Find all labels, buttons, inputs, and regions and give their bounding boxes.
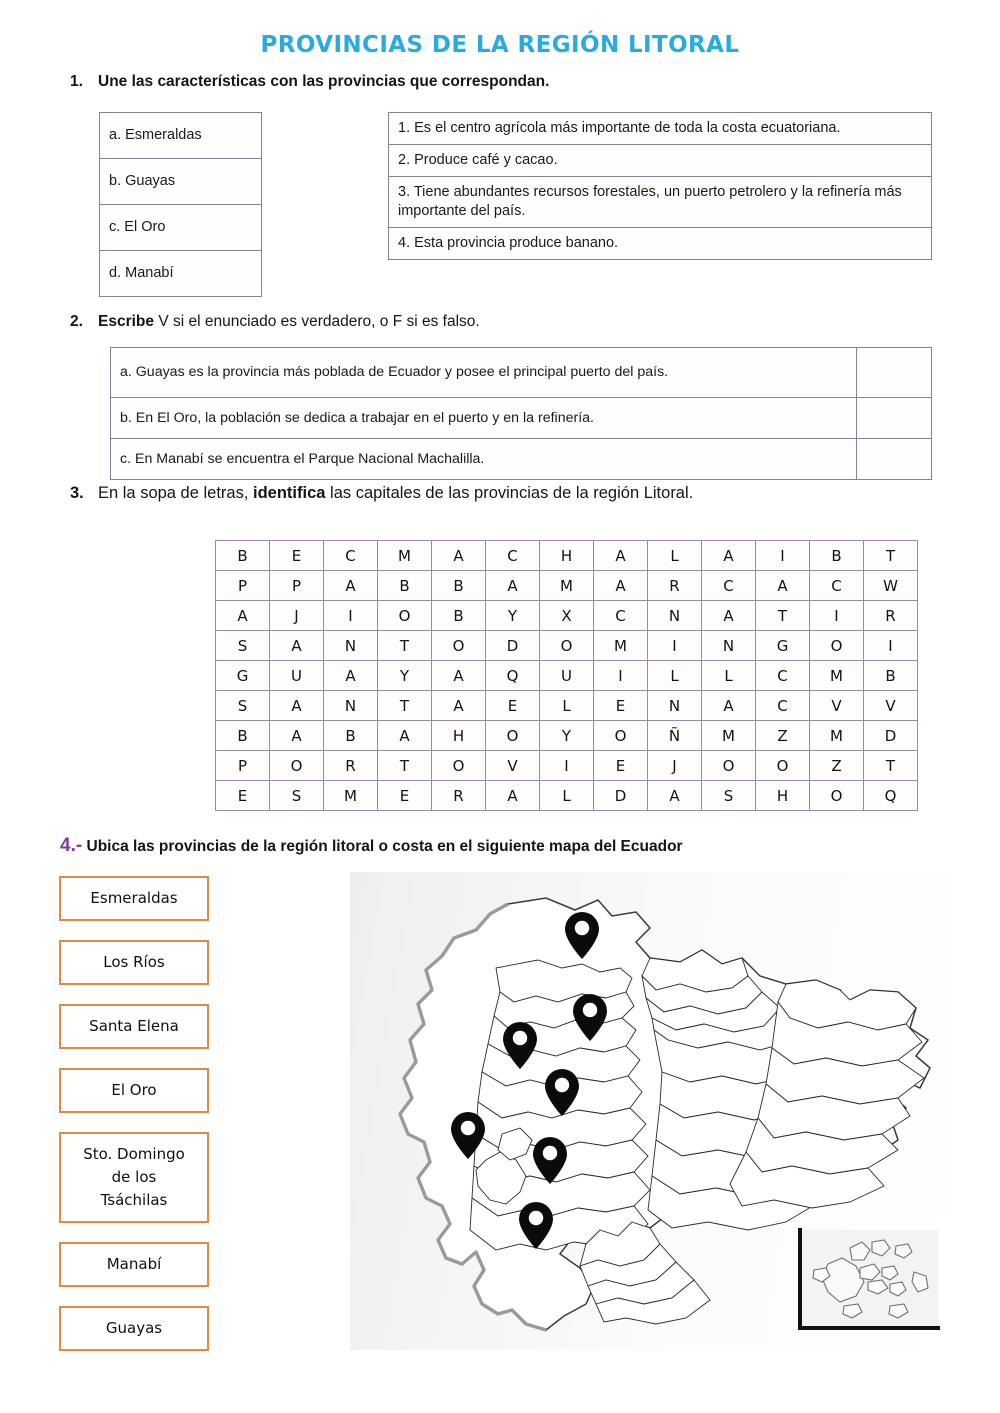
table-row[interactable] (100, 113, 262, 159)
word-search-cell[interactable]: T (378, 691, 432, 721)
word-search-cell[interactable]: A (594, 571, 648, 601)
word-search-cell[interactable]: I (324, 601, 378, 631)
word-search-row (216, 721, 918, 751)
province-label-box[interactable] (59, 940, 209, 985)
word-search-cell[interactable]: T (756, 601, 810, 631)
table-row[interactable] (389, 177, 932, 228)
word-search-cell[interactable]: T (378, 631, 432, 661)
exercise-4-instruction: Ubica las provincias de la región litoral o costa en el siguiente mapa del Ecuador (86, 838, 683, 855)
word-search-cell[interactable]: M (324, 781, 378, 811)
characteristic-1[interactable]: 1. Es el centro agrícola más importante de toda la costa ecuatoriana. (389, 113, 932, 145)
word-search-cell[interactable]: E (486, 691, 540, 721)
word-search-cell[interactable]: A (648, 781, 702, 811)
province-label-box[interactable] (59, 1242, 209, 1287)
word-search-cell[interactable]: I (810, 601, 864, 631)
exercise-3-instruction-part2: las capitales de las provincias de la región Litoral. (325, 484, 694, 502)
word-search-cell[interactable]: T (864, 541, 918, 571)
table-row[interactable] (389, 145, 932, 177)
word-search-cell[interactable]: B (810, 541, 864, 571)
word-search-cell[interactable]: D (594, 781, 648, 811)
word-search-cell[interactable]: Z (810, 751, 864, 781)
word-search-cell[interactable]: C (810, 571, 864, 601)
exercise-2-heading (70, 313, 480, 331)
word-search-cell[interactable]: R (432, 781, 486, 811)
province-label-text: Guayas (105, 1319, 163, 1337)
word-search-cell[interactable]: L (540, 691, 594, 721)
word-search-cell[interactable]: O (702, 751, 756, 781)
word-search-cell[interactable]: Y (540, 721, 594, 751)
word-search-cell[interactable]: G (216, 661, 270, 691)
word-search-cell[interactable]: S (702, 781, 756, 811)
word-search-cell[interactable]: N (324, 691, 378, 721)
exercise-1-characteristics-table (388, 112, 932, 260)
word-search-row (216, 601, 918, 631)
word-search-cell[interactable]: H (540, 541, 594, 571)
word-search-cell[interactable]: N (648, 601, 702, 631)
word-search-cell[interactable]: M (810, 721, 864, 751)
galapagos-inset (800, 1228, 940, 1328)
exercise-1-heading (70, 73, 549, 91)
word-search-cell[interactable]: L (702, 661, 756, 691)
province-label-text: Manabí (106, 1255, 162, 1273)
statement-c: c. En Manabí se encuentra el Parque Nacional Machalilla. (111, 439, 857, 480)
exercise-3-instruction-bold: identifica (253, 484, 326, 502)
exercise-1-provinces-table (99, 112, 262, 297)
characteristic-4[interactable]: 4. Esta provincia produce banano. (389, 228, 932, 260)
province-option-c[interactable]: c. El Oro (100, 205, 262, 251)
word-search-row (216, 661, 918, 691)
word-search-cell[interactable]: O (432, 631, 486, 661)
word-search-cell[interactable]: A (378, 721, 432, 751)
word-search-cell[interactable]: M (378, 541, 432, 571)
word-search-cell[interactable]: C (594, 601, 648, 631)
statement-a: a. Guayas es la provincia más poblada de Ecuador y posee el principal puerto del país. (111, 348, 857, 398)
word-search-cell[interactable]: M (702, 721, 756, 751)
word-search-cell[interactable]: B (216, 721, 270, 751)
province-option-d[interactable]: d. Manabí (100, 251, 262, 297)
word-search-cell[interactable]: D (864, 721, 918, 751)
exercise-2-number: 2. (70, 313, 83, 330)
word-search-cell[interactable]: U (540, 661, 594, 691)
province-label-text: Sto. Domingo (83, 1145, 185, 1163)
word-search-cell[interactable]: H (432, 721, 486, 751)
word-search-cell[interactable]: B (216, 541, 270, 571)
word-search-cell[interactable]: P (216, 751, 270, 781)
word-search-cell[interactable]: X (540, 601, 594, 631)
word-search-cell[interactable]: B (432, 601, 486, 631)
word-search-cell[interactable]: R (864, 601, 918, 631)
word-search-cell[interactable]: Z (756, 721, 810, 751)
word-search-cell[interactable]: L (648, 661, 702, 691)
exercise-3-instruction-part1: En la sopa de letras, (98, 484, 254, 502)
exercise-2-instruction-rest: V si el enunciado es verdadero, o F si es falso. (154, 313, 480, 330)
word-search-cell[interactable]: A (486, 781, 540, 811)
word-search-cell[interactable]: V (486, 751, 540, 781)
province-label-box[interactable] (59, 1132, 209, 1223)
word-search-cell[interactable]: C (756, 691, 810, 721)
table-row[interactable] (111, 348, 932, 398)
word-search-cell[interactable]: Ñ (648, 721, 702, 751)
word-search-cell[interactable]: J (270, 601, 324, 631)
word-search-row (216, 781, 918, 811)
word-search-cell[interactable]: E (594, 751, 648, 781)
word-search-cell[interactable]: O (486, 721, 540, 751)
province-label-box[interactable] (59, 1004, 209, 1049)
province-label-text: El Oro (111, 1081, 157, 1099)
word-search-cell[interactable]: O (756, 751, 810, 781)
word-search-cell[interactable]: Q (864, 781, 918, 811)
word-search-cell[interactable]: I (864, 631, 918, 661)
table-row[interactable] (111, 439, 932, 480)
province-label-text: Tsáchilas (100, 1191, 168, 1209)
exercise-4-number: 4.- (60, 835, 83, 856)
word-search-cell[interactable]: O (594, 721, 648, 751)
word-search-cell[interactable]: M (594, 631, 648, 661)
word-search-cell[interactable]: I (594, 661, 648, 691)
word-search-body (216, 541, 918, 811)
word-search-cell[interactable]: Y (486, 601, 540, 631)
answer-cell-b[interactable] (857, 398, 932, 439)
province-option-b[interactable]: b. Guayas (100, 159, 262, 205)
province-option-a[interactable]: a. Esmeraldas (100, 113, 262, 159)
word-search-cell[interactable]: O (432, 751, 486, 781)
word-search-cell[interactable]: A (432, 661, 486, 691)
word-search-cell[interactable]: C (702, 571, 756, 601)
word-search-cell[interactable]: N (324, 631, 378, 661)
word-search-cell[interactable]: S (270, 781, 324, 811)
word-search-cell[interactable]: H (756, 781, 810, 811)
word-search-cell[interactable]: A (702, 601, 756, 631)
table-row[interactable] (389, 228, 932, 260)
characteristic-2[interactable]: 2. Produce café y cacao. (389, 145, 932, 177)
word-search-cell[interactable]: R (648, 571, 702, 601)
word-search-cell[interactable]: O (810, 781, 864, 811)
word-search-cell[interactable]: O (810, 631, 864, 661)
word-search-cell[interactable]: T (864, 751, 918, 781)
table-row[interactable] (111, 398, 932, 439)
word-search-cell[interactable]: M (540, 571, 594, 601)
word-search-cell[interactable]: N (702, 631, 756, 661)
word-search-cell[interactable]: A (594, 541, 648, 571)
province-label-text: Esmeraldas (90, 889, 178, 907)
province-label-text: Los Ríos (103, 953, 165, 971)
word-search-cell[interactable]: O (540, 631, 594, 661)
word-search-cell[interactable]: V (810, 691, 864, 721)
word-search-cell[interactable]: V (864, 691, 918, 721)
word-search-cell[interactable]: A (486, 571, 540, 601)
exercise-1-number: 1. (70, 73, 83, 90)
statement-b: b. En El Oro, la población se dedica a trabajar en el puerto y en la refinería. (111, 398, 857, 439)
word-search-cell[interactable]: E (378, 781, 432, 811)
word-search-cell[interactable]: T (378, 751, 432, 781)
province-label-box[interactable] (59, 876, 209, 921)
word-search-cell[interactable]: E (594, 691, 648, 721)
word-search-cell[interactable]: D (486, 631, 540, 661)
word-search-row (216, 631, 918, 661)
word-search-cell[interactable]: I (540, 751, 594, 781)
exercise-1-instruction: Une las características con las provincias que correspondan. (98, 73, 550, 90)
word-search-cell[interactable]: A (216, 601, 270, 631)
word-search-cell[interactable]: C (324, 541, 378, 571)
page-title: PROVINCIAS DE LA REGIÓN LITORAL (260, 32, 740, 58)
word-search-cell[interactable]: A (702, 691, 756, 721)
province-label-list (59, 876, 209, 1370)
word-search-cell[interactable]: B (864, 661, 918, 691)
word-search-cell[interactable]: A (270, 631, 324, 661)
word-search-cell[interactable]: I (648, 631, 702, 661)
word-search-cell[interactable]: L (648, 541, 702, 571)
answer-cell-a[interactable] (857, 348, 932, 398)
word-search-cell[interactable]: L (540, 781, 594, 811)
word-search-cell[interactable]: A (432, 691, 486, 721)
exercise-3-heading (70, 480, 900, 506)
province-label-text: de los (111, 1168, 157, 1186)
word-search-cell[interactable]: O (270, 751, 324, 781)
table-row[interactable] (100, 251, 262, 297)
characteristic-3[interactable]: 3. Tiene abundantes recursos forestales, un puerto petrolero y la refinería más importante del país. (389, 177, 932, 228)
word-search-cell[interactable]: E (216, 781, 270, 811)
table-row[interactable] (389, 113, 932, 145)
word-search-cell[interactable]: C (756, 661, 810, 691)
ecuador-map[interactable] (350, 872, 950, 1350)
exercise-2-instruction-bold: Escribe (98, 313, 155, 330)
word-search-cell[interactable]: B (432, 571, 486, 601)
word-search-cell[interactable]: B (324, 721, 378, 751)
word-search-cell[interactable]: Y (378, 661, 432, 691)
word-search-cell[interactable]: A (270, 691, 324, 721)
word-search-cell[interactable]: B (378, 571, 432, 601)
table-row[interactable] (100, 159, 262, 205)
word-search-cell[interactable]: A (756, 571, 810, 601)
province-label-box[interactable] (59, 1068, 209, 1113)
word-search-cell[interactable]: A (702, 541, 756, 571)
word-search-cell[interactable]: A (432, 541, 486, 571)
word-search-cell[interactable]: E (270, 541, 324, 571)
word-search-cell[interactable]: W (864, 571, 918, 601)
word-search-cell[interactable]: A (324, 571, 378, 601)
word-search-cell[interactable]: Q (486, 661, 540, 691)
ecuador-map-svg[interactable] (350, 872, 950, 1350)
exercise-2-truefalse-table (110, 347, 932, 480)
word-search-cell[interactable]: C (486, 541, 540, 571)
word-search-row (216, 751, 918, 781)
word-search-cell[interactable]: A (270, 721, 324, 751)
answer-cell-c[interactable] (857, 439, 932, 480)
exercise-4-heading (60, 835, 683, 857)
table-row[interactable] (100, 205, 262, 251)
word-search-cell[interactable]: S (216, 631, 270, 661)
word-search-cell[interactable]: P (216, 571, 270, 601)
word-search-cell[interactable]: R (324, 751, 378, 781)
word-search-cell[interactable]: U (270, 661, 324, 691)
word-search-cell[interactable]: P (270, 571, 324, 601)
word-search-cell[interactable]: N (648, 691, 702, 721)
word-search-row (216, 571, 918, 601)
word-search-cell[interactable]: G (756, 631, 810, 661)
word-search-cell[interactable]: A (324, 661, 378, 691)
word-search-cell[interactable]: O (378, 601, 432, 631)
word-search-grid[interactable] (215, 540, 918, 811)
province-label-box[interactable] (59, 1306, 209, 1351)
word-search-cell[interactable]: J (648, 751, 702, 781)
word-search-row (216, 691, 918, 721)
word-search-cell[interactable]: S (216, 691, 270, 721)
exercise-3-number: 3. (70, 484, 84, 502)
word-search-cell[interactable]: I (756, 541, 810, 571)
word-search-cell[interactable]: M (810, 661, 864, 691)
province-label-text: Santa Elena (89, 1017, 179, 1035)
word-search-row (216, 541, 918, 571)
